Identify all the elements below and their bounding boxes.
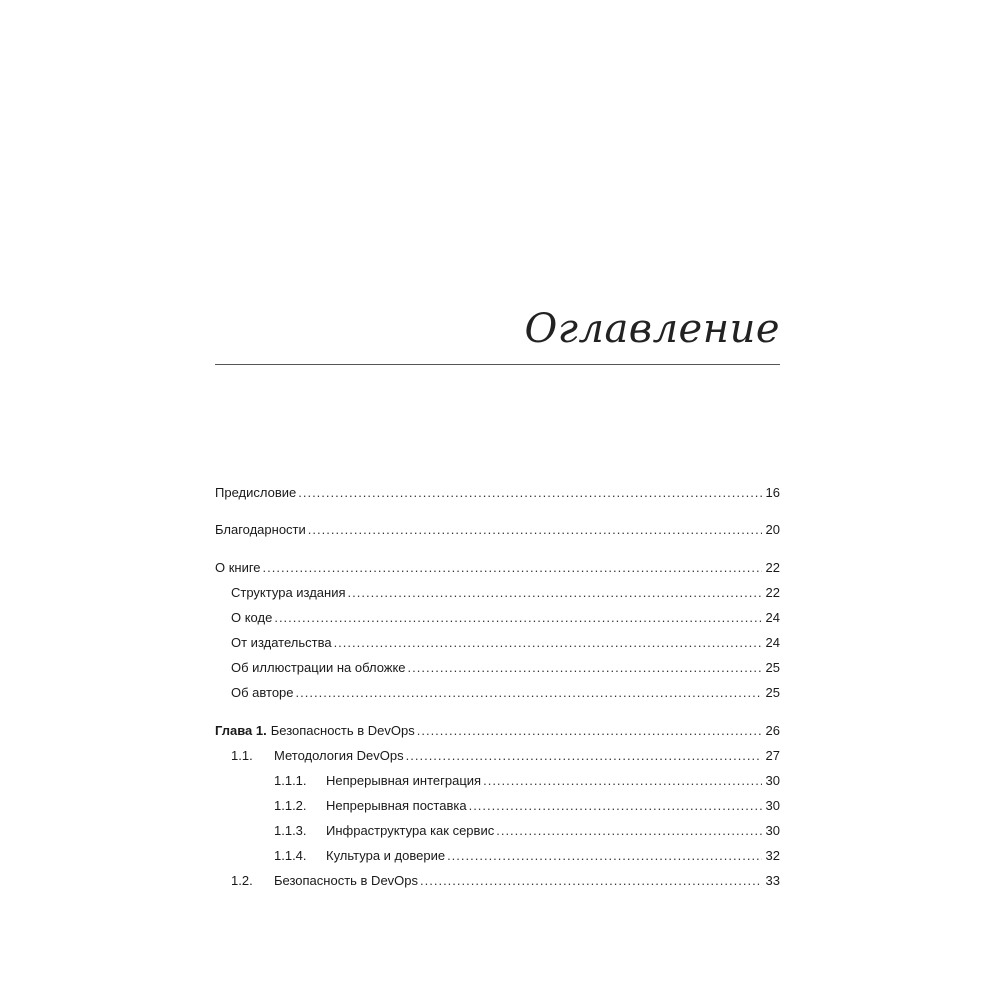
- toc-entry-label: Культура и доверие: [326, 848, 446, 863]
- toc-entry-label: Структура издания: [231, 585, 346, 600]
- toc-entry-number: 1.2.: [231, 873, 253, 888]
- dot-leader: [469, 798, 762, 813]
- toc-entry-number: 1.1.4.: [274, 848, 307, 863]
- dot-leader: [308, 522, 762, 537]
- toc-entry-page: 25: [765, 685, 780, 700]
- dot-leader: [406, 748, 762, 763]
- toc-entry-page: 20: [765, 522, 780, 537]
- toc-entry-label: Об авторе: [231, 685, 294, 700]
- toc-entry-label: Безопасность в DevOps: [274, 873, 419, 888]
- toc-entry-1-1-3[interactable]: [215, 823, 780, 841]
- toc-entry-number: 1.1.1.: [274, 773, 307, 788]
- toc-entry-page: 30: [765, 798, 780, 813]
- dot-leader: [263, 560, 762, 575]
- dot-leader: [408, 660, 762, 675]
- toc-entry-label: О коде: [231, 610, 273, 625]
- toc-entry-page: 26: [765, 723, 780, 738]
- toc-entry-page: 25: [765, 660, 780, 675]
- toc-entry-page: 30: [765, 773, 780, 788]
- dot-leader: [334, 635, 762, 650]
- toc-entry-page: 32: [765, 848, 780, 863]
- toc-entry-1-1-1[interactable]: [215, 773, 780, 791]
- dot-leader: [483, 773, 762, 788]
- toc-entry-number: 1.1.3.: [274, 823, 307, 838]
- toc-entry-label: О книге: [215, 560, 261, 575]
- toc-entry-about-author[interactable]: [215, 685, 780, 703]
- dot-leader: [348, 585, 762, 600]
- toc-entry-preface[interactable]: [215, 485, 780, 503]
- page-title: Оглавление: [524, 306, 780, 352]
- toc-entry-label: Непрерывная интеграция: [326, 773, 482, 788]
- toc-entry-label: Об иллюстрации на обложке: [231, 660, 406, 675]
- toc-entry-1-1-2[interactable]: [215, 798, 780, 816]
- toc-entry-structure[interactable]: [215, 585, 780, 603]
- toc-entry-page: 33: [765, 873, 780, 888]
- dot-leader: [274, 610, 762, 625]
- toc-entry-cover-illustration[interactable]: [215, 660, 780, 678]
- toc-entry-number: 1.1.2.: [274, 798, 307, 813]
- toc-entry-page: 30: [765, 823, 780, 838]
- toc-entry-label: Методология DevOps: [274, 748, 404, 763]
- toc-entry-page: 24: [765, 635, 780, 650]
- toc-entry-about-book[interactable]: [215, 560, 780, 578]
- toc-entry-page: 22: [765, 585, 780, 600]
- dot-leader: [298, 485, 762, 500]
- toc-entry-label: Безопасность в DevOps: [270, 723, 415, 738]
- toc-entry-label: Непрерывная поставка: [326, 798, 467, 813]
- toc-entry-chapter-1[interactable]: [215, 723, 780, 741]
- toc-entry-label: Благодарности: [215, 522, 306, 537]
- dot-leader: [417, 723, 762, 738]
- toc-entry-1-1[interactable]: [215, 748, 780, 766]
- toc-entry-page: 24: [765, 610, 780, 625]
- toc-entry-page: 16: [765, 485, 780, 500]
- toc-entry-label: От издательства: [231, 635, 332, 650]
- dot-leader: [447, 848, 762, 863]
- toc-entry-about-code[interactable]: [215, 610, 780, 628]
- toc-entry-label: Предисловие: [215, 485, 297, 500]
- toc-entry-page: 27: [765, 748, 780, 763]
- toc-entry-1-1-4[interactable]: [215, 848, 780, 866]
- dot-leader: [420, 873, 762, 888]
- toc-entry-number: 1.1.: [231, 748, 253, 763]
- dot-leader: [296, 685, 762, 700]
- toc-entry-page: 22: [765, 560, 780, 575]
- toc-entry-label: Инфраструктура как сервис: [326, 823, 495, 838]
- toc-chapter-prefix: Глава 1.: [215, 723, 267, 738]
- dot-leader: [496, 823, 762, 838]
- title-rule: [215, 364, 780, 365]
- toc-entry-publisher[interactable]: [215, 635, 780, 653]
- toc-entry-acknowledgements[interactable]: [215, 522, 780, 540]
- toc-entry-1-2[interactable]: [215, 873, 780, 891]
